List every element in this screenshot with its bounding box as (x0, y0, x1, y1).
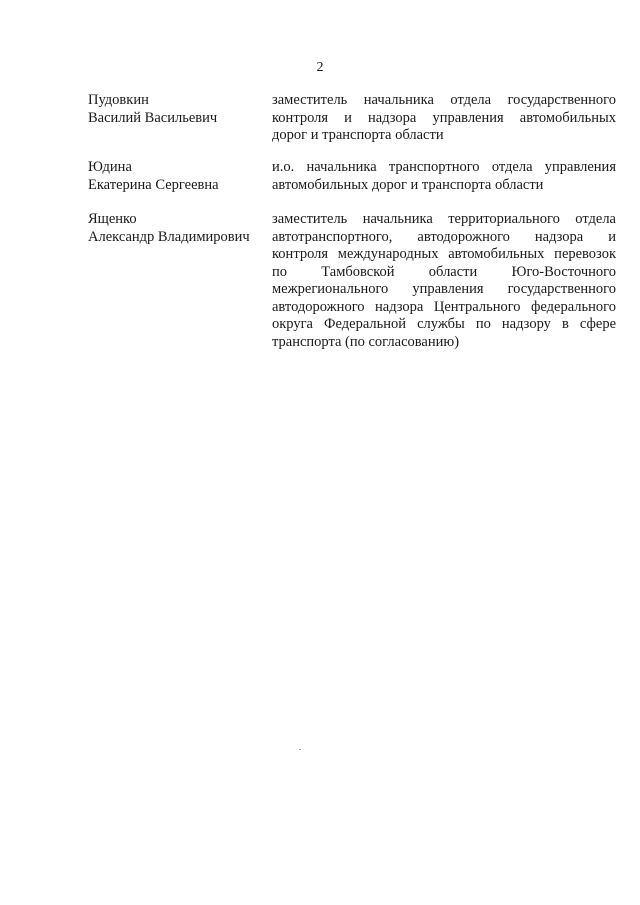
position-line: автомобильных дорог и транспорта области (272, 176, 544, 193)
member-surname: Пудовкин (88, 92, 149, 108)
position-line: и.о. начальника транспортного отдела управления (272, 159, 616, 175)
member-position (272, 211, 616, 351)
member-name (88, 92, 268, 127)
scan-speck (299, 749, 301, 750)
position-line: транспорта (по согласованию) (272, 333, 460, 350)
member-given-names: Василий Васильевич (88, 109, 218, 126)
member-given-names: Екатерина Сергеевна (88, 176, 219, 193)
position-line: по Тамбовской области Юго-Восточного (272, 263, 616, 280)
position-line: межрегионального управления государственного (272, 281, 616, 297)
position-line: контроля международных автомобильных перевозок (272, 246, 616, 262)
member-position (272, 159, 616, 194)
member-name (88, 159, 268, 194)
member-position (272, 92, 616, 145)
position-line: контроля и надзора управления автомобильных (272, 109, 616, 126)
position-line: заместитель начальника отдела государственного (272, 92, 616, 108)
member-surname: Юдина (88, 159, 132, 175)
member-given-names: Александр Владимирович (88, 228, 250, 245)
member-name (88, 211, 268, 246)
member-surname: Ященко (88, 211, 137, 227)
page-number: 2 (316, 60, 324, 75)
position-line: автотранспортного, автодорожного надзора и (272, 228, 616, 245)
position-line: дорог и транспорта области (272, 127, 444, 143)
position-line: автодорожного надзора Центрального федерального (272, 298, 616, 315)
position-line: округа Федеральной службы по надзору в сфере (272, 316, 616, 332)
position-line: заместитель начальника территориального отдела (272, 211, 616, 227)
